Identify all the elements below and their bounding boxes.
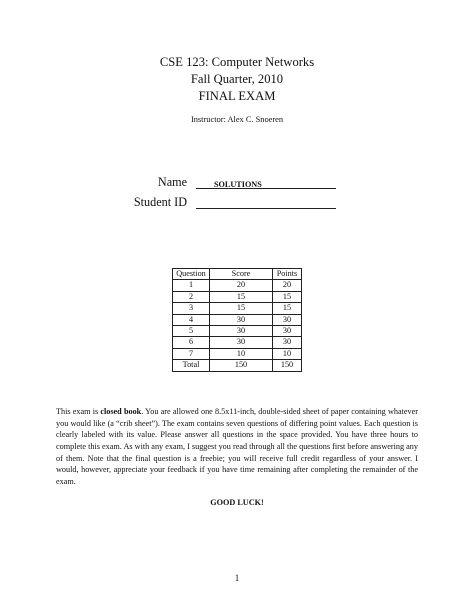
question-number: 3	[173, 303, 210, 314]
term-title: Fall Quarter, 2010	[190, 72, 284, 86]
header-score: Score	[210, 269, 273, 280]
question-score: 15	[210, 291, 273, 302]
question-score: 30	[210, 337, 273, 348]
question-points: 15	[273, 303, 302, 314]
table-row	[173, 291, 302, 302]
exam-title-block	[0, 54, 474, 105]
closed-book-emphasis: closed book	[100, 407, 142, 417]
total-row	[173, 360, 302, 371]
total-points: 150	[273, 360, 302, 371]
student-id-underline	[196, 208, 336, 209]
question-points: 30	[273, 314, 302, 325]
score-table	[172, 268, 302, 372]
table-row	[173, 326, 302, 337]
table-row	[173, 280, 302, 291]
question-points: 30	[273, 337, 302, 348]
question-score: 10	[210, 348, 273, 359]
course-title: CSE 123: Computer Networks	[159, 55, 315, 69]
instructions-text-rest: . You are allowed one 8.5x11-inch, double-sided sheet of paper containing whatever you would like (a “crib sheet”). The exam contains seven questions of differing point values. Each question is clearly labeled with its value. Please answer all questions in the space provided. You have three hours to complete this exam. As with any exam, I suggest you read through all the questions first before answering any of them. Note that the final question is a freebie; you will receive full credit regardless of your answer. I would, however, appreciate your feedback if you have time remaining after completing the remainder of the exam.	[56, 407, 418, 486]
question-points: 10	[273, 348, 302, 359]
question-score: 15	[210, 303, 273, 314]
total-label: Total	[173, 360, 210, 371]
question-number: 4	[173, 314, 210, 325]
question-points: 15	[273, 291, 302, 302]
question-number: 7	[173, 348, 210, 359]
question-points: 30	[273, 326, 302, 337]
score-table-header-row	[173, 269, 302, 280]
question-score: 20	[210, 280, 273, 291]
name-label: Name	[157, 175, 187, 189]
question-points: 20	[273, 280, 302, 291]
header-points: Points	[273, 269, 302, 280]
good-luck-message: GOOD LUCK!	[210, 498, 264, 507]
table-row	[173, 314, 302, 325]
student-id-label: Student ID	[133, 195, 187, 209]
table-row	[173, 303, 302, 314]
question-number: 1	[173, 280, 210, 291]
instructions-text-start: This exam is	[56, 407, 101, 417]
question-number: 6	[173, 337, 210, 348]
table-row	[173, 337, 302, 348]
name-value: SOLUTIONS	[214, 180, 262, 189]
name-field	[0, 174, 474, 190]
exam-instructions	[56, 406, 418, 487]
total-score: 150	[210, 360, 273, 371]
table-row	[173, 348, 302, 359]
header-question: Question	[173, 269, 210, 280]
question-score: 30	[210, 314, 273, 325]
instructor-line: Instructor: Alex C. Snoeren	[190, 115, 284, 124]
question-score: 30	[210, 326, 273, 337]
student-id-field	[0, 194, 474, 210]
exam-title: FINAL EXAM	[198, 89, 276, 103]
question-number: 2	[173, 291, 210, 302]
page-number: 1	[234, 573, 240, 583]
question-number: 5	[173, 326, 210, 337]
